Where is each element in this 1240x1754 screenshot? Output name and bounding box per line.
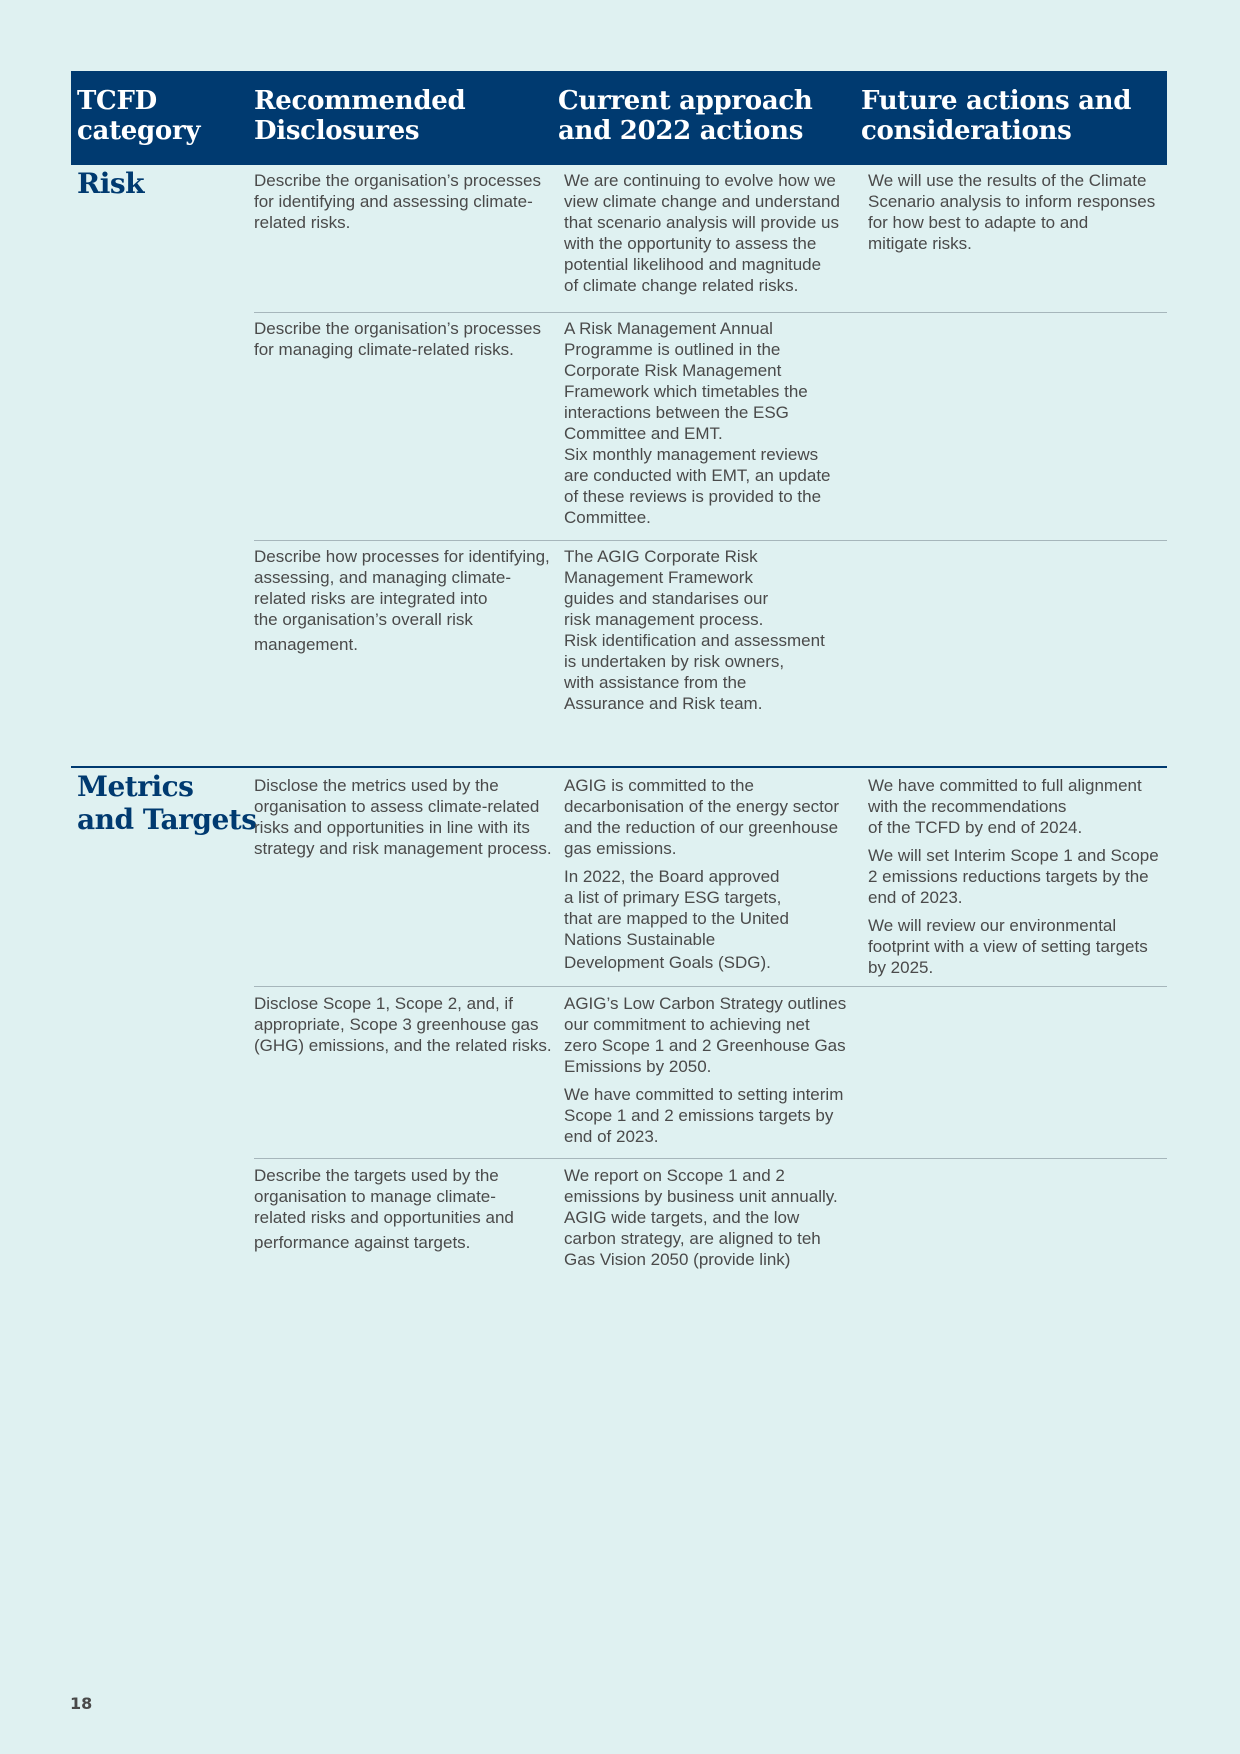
metrics-row3-disclosure: Describe the targets used by the organisation to manage climate- related risks and opportunities and performance against targets. (254, 1166, 514, 1252)
metrics-row3-current: We report on Sccope 1 and 2 emissions by business unit annually. AGIG wide targets, and the low carbon strategy, are aligned to teh Gas Vision 2050 (provide link) (564, 1166, 838, 1269)
header-recommended-disclosures: Recommended Disclosures (254, 86, 466, 146)
header-tcfd-category: TCFD category (77, 86, 201, 146)
section-divider (71, 766, 1167, 768)
row-divider (254, 1158, 1167, 1159)
metrics-row2-current (564, 993, 846, 1147)
row-divider (254, 986, 1167, 987)
header-current-approach: Current approach and 2022 actions (558, 86, 813, 146)
category-metrics-and-targets: Metrics and Targets (77, 770, 257, 836)
table-header (71, 71, 1167, 165)
paragraph: In 2022, the Board approved a list of primary ESG targets, that are mapped to the United Nations Sustainable Development Goals (SDG). (564, 867, 789, 972)
risk-row1-current: We are continuing to evolve how we view climate change and understand that scenario analysis will provide us with the opportunity to assess the potential likelihood and magnitude of climate change related risks. (564, 171, 840, 295)
risk-row1-disclosure: Describe the organisation’s processes for identifying and assessing climate- related risks. (254, 171, 541, 232)
risk-row2-current: A Risk Management Annual Programme is outlined in the Corporate Risk Management Framework which timetables the interactions between the ESG Committee and EMT. Six monthly management reviews are conducted with EMT, an update of these reviews is provided to the Committee. (564, 319, 831, 527)
risk-row3-current: The AGIG Corporate Risk Management Framework guides and standarises our risk management process. Risk identification and assessment is undertaken by risk owners, with assistance from the Assurance and Risk team. (564, 547, 825, 713)
risk-row3-disclosure: Describe how processes for identifying, assessing, and managing climate- related risks are integrated into the organisation’s overall risk management. (254, 547, 550, 654)
header-future-actions: Future actions and considerations (861, 86, 1132, 146)
paragraph: We will set Interim Scope 1 and Scope 2 emissions reductions targets by the end of 2023. (868, 846, 1159, 907)
paragraph: We will review our environmental footprint with a view of setting targets by 2025. (868, 916, 1148, 977)
risk-row1-future: We will use the results of the Climate Scenario analysis to inform responses for how best to adapte to and mitigate risks. (868, 171, 1156, 253)
paragraph: AGIG’s Low Carbon Strategy outlines our commitment to achieving net zero Scope 1 and 2 Greenhouse Gas Emissions by 2050. (564, 994, 847, 1076)
risk-row2-disclosure: Describe the organisation’s processes for managing climate-related risks. (254, 319, 541, 359)
paragraph: We have committed to setting interim Scope 1 and 2 emissions targets by end of 2023. (564, 1085, 844, 1146)
metrics-row1-disclosure: Disclose the metrics used by the organisation to assess climate-related risks and opportunities in line with its strategy and risk management process. (254, 776, 552, 858)
page-number: 18 (70, 1694, 93, 1713)
metrics-row1-current (564, 775, 839, 973)
category-risk: Risk (77, 167, 145, 200)
paragraph: We have committed to full alignment with the recommendations of the TCFD by end of 2024. (868, 776, 1142, 837)
row-divider (254, 540, 1167, 541)
paragraph: AGIG is committed to the decarbonisation of the energy sector and the reduction of our greenhouse gas emissions. (564, 776, 840, 858)
row-divider (254, 312, 1167, 313)
metrics-row2-disclosure: Disclose Scope 1, Scope 2, and, if appropriate, Scope 3 greenhouse gas (GHG) emissions, and the related risks. (254, 994, 552, 1055)
metrics-row1-future (868, 775, 1159, 978)
